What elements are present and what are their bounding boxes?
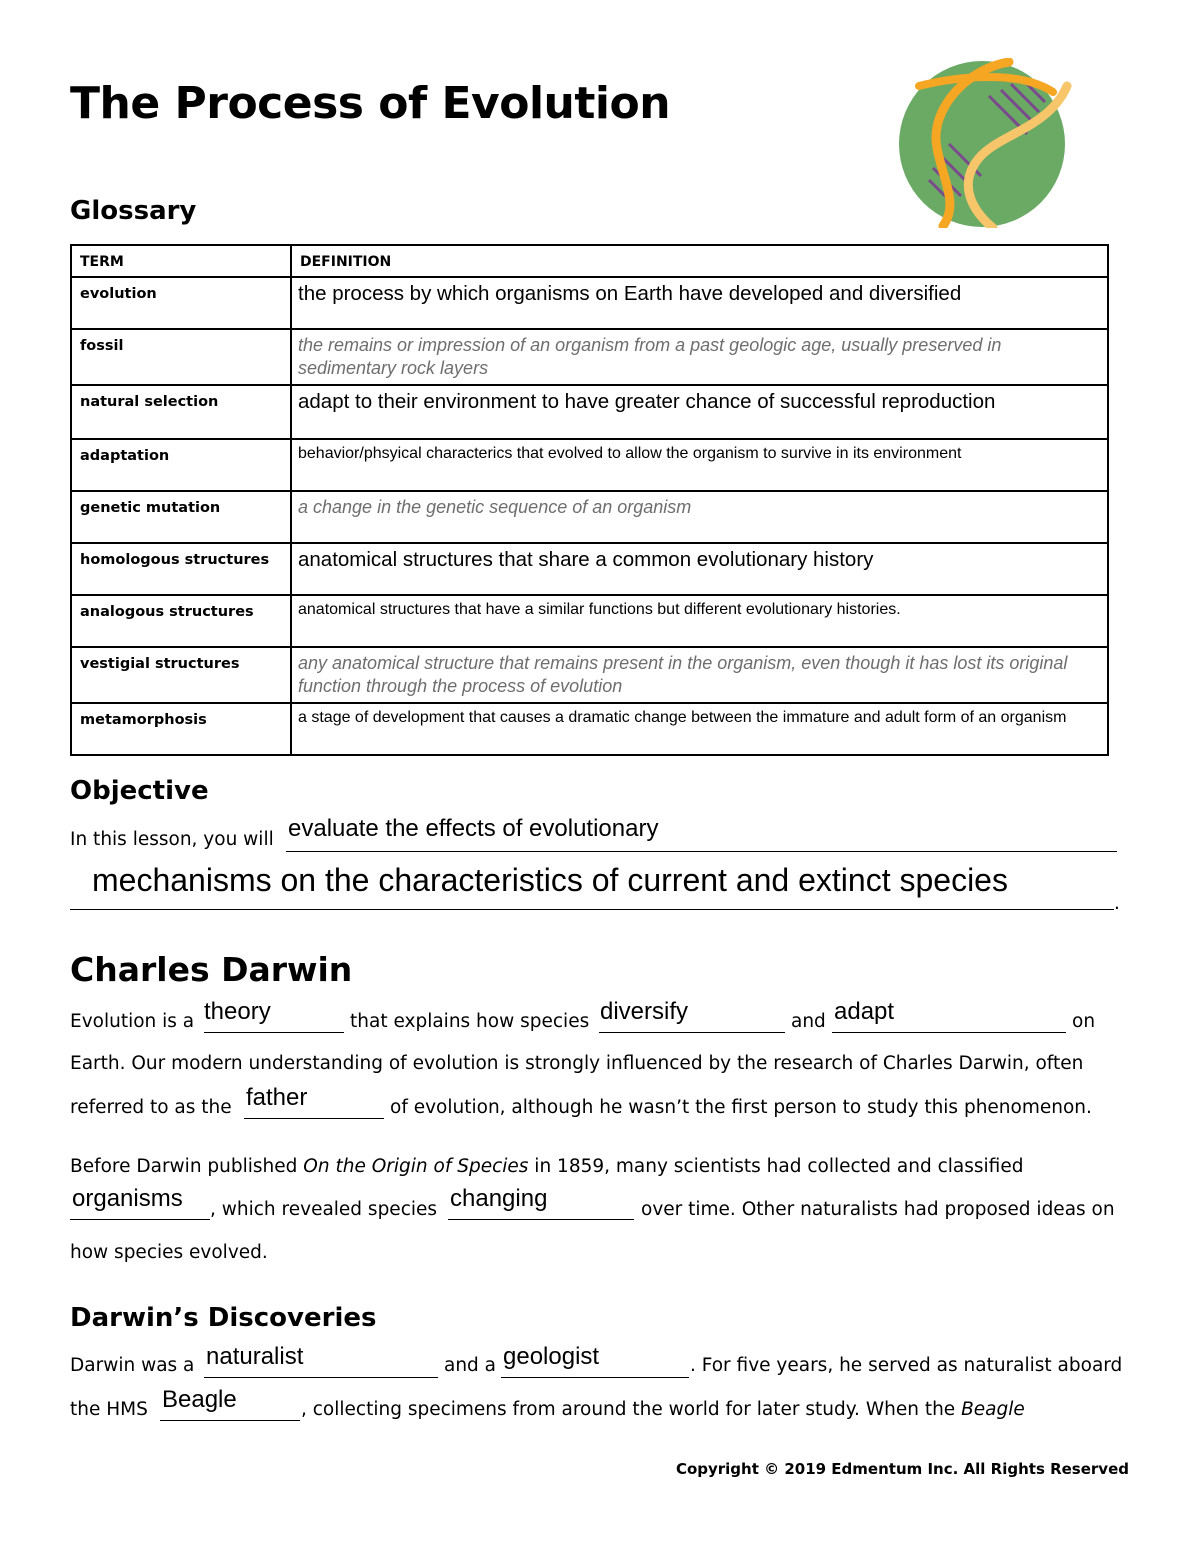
- disc-text-2: and a: [444, 1355, 497, 1376]
- darwin-text-2: that explains how species: [350, 1011, 590, 1032]
- answer-blank[interactable]: [448, 1219, 634, 1220]
- answer-blank[interactable]: [599, 1032, 785, 1033]
- table-row: [71, 543, 1108, 595]
- term-cell: homologous structures: [71, 543, 291, 595]
- table-header-row: [71, 245, 1108, 277]
- darwin-text-7: of evolution, although he wasn’t the first person to study this phenomenon.: [390, 1097, 1092, 1118]
- disc-text-3: . For five years, he served as naturalist aboard: [690, 1355, 1123, 1376]
- definition-cell: the remains or impression of an organism from a past geologic age, usually preserved in sedimentary rock layers: [291, 329, 1108, 385]
- term-cell: vestigial structures: [71, 647, 291, 703]
- answer-geologist[interactable]: geologist: [503, 1343, 600, 1370]
- table-row: [71, 595, 1108, 647]
- p2-text-5: how species evolved.: [70, 1242, 268, 1263]
- definition-cell: a stage of development that causes a dramatic change between the immature and adult form of an organism: [291, 703, 1108, 755]
- term-cell: metamorphosis: [71, 703, 291, 755]
- p2-text-2: in 1859, many scientists had collected and classified: [528, 1156, 1024, 1177]
- answer-blank[interactable]: [244, 1118, 384, 1119]
- definition-cell: anatomical structures that have a similar functions but different evolutionary histories.: [291, 595, 1108, 647]
- definition-cell: anatomical structures that share a common evolutionary history: [291, 543, 1108, 595]
- answer-beagle[interactable]: Beagle: [162, 1386, 237, 1413]
- term-cell: fossil: [71, 329, 291, 385]
- table-row: [71, 329, 1108, 385]
- term-cell: genetic mutation: [71, 491, 291, 543]
- answer-father[interactable]: father: [246, 1084, 308, 1111]
- term-cell: adaptation: [71, 439, 291, 491]
- darwin-text-5: Earth. Our modern understanding of evolution is strongly influenced by the research of Charles Darwin, often: [70, 1053, 1084, 1074]
- objective-prefix: In this lesson, you will: [70, 829, 274, 850]
- objective-blank-1[interactable]: [286, 851, 1117, 852]
- answer-adapt[interactable]: adapt: [834, 998, 895, 1025]
- objective-period: .: [1114, 893, 1120, 914]
- copyright-footer: Copyright © 2019 Edmentum Inc. All Rights Reserved: [675, 1460, 1129, 1478]
- answer-blank[interactable]: [501, 1377, 689, 1378]
- table-row: [71, 647, 1108, 703]
- table-row: [71, 385, 1108, 439]
- darwin-text-3: and: [791, 1011, 826, 1032]
- p2-text-4: over time. Other naturalists had proposed ideas on: [641, 1199, 1115, 1220]
- objective-answer-1[interactable]: evaluate the effects of evolutionary: [288, 815, 659, 842]
- darwin-p2-line1: [70, 1156, 1023, 1177]
- discoveries-heading: Darwin’s Discoveries: [70, 1303, 377, 1333]
- answer-changing[interactable]: changing: [450, 1185, 548, 1212]
- definition-cell: a change in the genetic sequence of an organism: [291, 491, 1108, 543]
- objective-heading: Objective: [70, 776, 209, 806]
- glossary-heading: Glossary: [70, 196, 197, 226]
- table-row: [71, 439, 1108, 491]
- book-title: On the Origin of Species: [303, 1156, 529, 1177]
- table-row: [71, 703, 1108, 755]
- term-cell: evolution: [71, 277, 291, 329]
- charles-darwin-heading: Charles Darwin: [70, 950, 353, 989]
- term-cell: natural selection: [71, 385, 291, 439]
- answer-blank[interactable]: [160, 1420, 300, 1421]
- definition-cell: any anatomical structure that remains present in the organism, even though it has lost its original function through the process of evolution: [291, 647, 1108, 703]
- disc-text-5: [301, 1399, 1025, 1420]
- answer-blank[interactable]: [204, 1032, 344, 1033]
- answer-blank[interactable]: [832, 1032, 1066, 1033]
- disc-text-5a: , collecting specimens from around the world for later study. When the: [301, 1399, 962, 1420]
- objective-blank-2[interactable]: [70, 909, 1114, 910]
- term-header: TERM: [71, 245, 291, 277]
- answer-theory[interactable]: theory: [204, 998, 271, 1025]
- definition-cell: behavior/phsyical characterics that evolved to allow the organism to survive in its environment: [291, 439, 1108, 491]
- objective-answer-2[interactable]: mechanisms on the characteristics of current and extinct species: [92, 862, 1008, 898]
- answer-blank[interactable]: [204, 1377, 438, 1378]
- darwin-text-4: on: [1072, 1011, 1096, 1032]
- definition-header: DEFINITION: [291, 245, 1108, 277]
- p2-text-1: Before Darwin published: [70, 1156, 304, 1177]
- disc-text-1: Darwin was a: [70, 1355, 195, 1376]
- p2-text-3: , which revealed species: [210, 1199, 438, 1220]
- disc-text-4: the HMS: [70, 1399, 148, 1420]
- darwin-text-6: referred to as the: [70, 1097, 232, 1118]
- term-cell: analogous structures: [71, 595, 291, 647]
- definition-cell: the process by which organisms on Earth have developed and diversified: [291, 277, 1108, 329]
- table-row: [71, 491, 1108, 543]
- page-title: The Process of Evolution: [70, 78, 671, 129]
- answer-blank[interactable]: [70, 1219, 210, 1220]
- answer-organisms[interactable]: organisms: [72, 1185, 183, 1212]
- definition-cell: adapt to their environment to have greater chance of successful reproduction: [291, 385, 1108, 439]
- dna-helix-icon: [889, 58, 1075, 228]
- answer-naturalist[interactable]: naturalist: [206, 1343, 304, 1370]
- darwin-text-1: Evolution is a: [70, 1011, 195, 1032]
- glossary-table: [70, 244, 1109, 756]
- answer-diversify[interactable]: diversify: [600, 998, 689, 1025]
- table-row: [71, 277, 1108, 329]
- ship-name: Beagle: [961, 1399, 1025, 1420]
